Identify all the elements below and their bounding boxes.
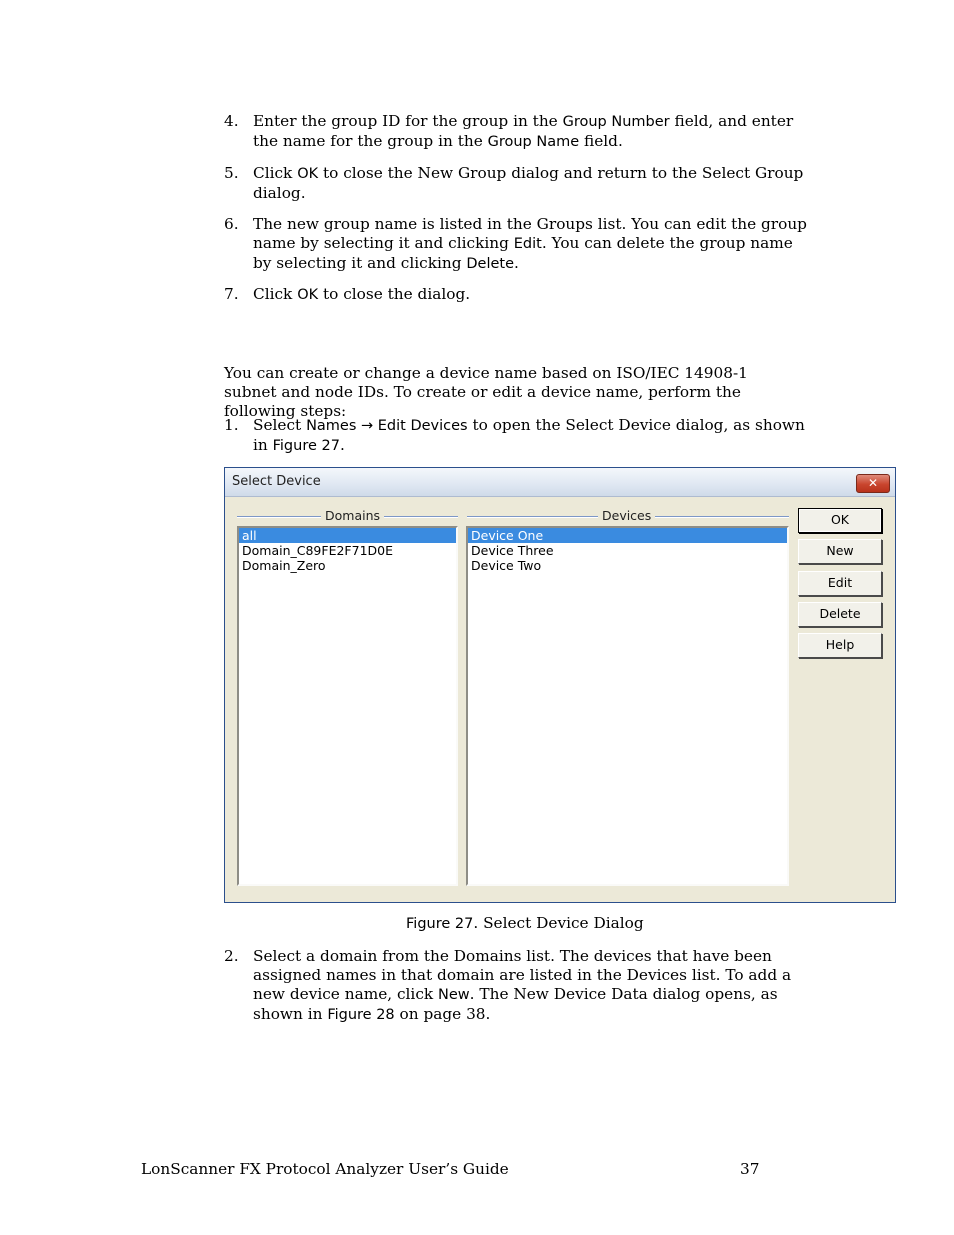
help-button[interactable]: Help (798, 633, 882, 658)
ui-term: Edit (513, 236, 542, 252)
close-icon[interactable]: ✕ (856, 474, 890, 493)
devices-header-label: Devices (598, 508, 655, 523)
dialog-body (225, 497, 895, 902)
list-item[interactable]: Device Three (471, 543, 554, 558)
domains-header (237, 509, 458, 523)
list-item[interactable]: Device One (468, 528, 787, 543)
footer-title: LonScanner FX Protocol Analyzer User’s Guide (141, 1160, 509, 1178)
step-text: Click OK to close the New Group dialog and return to the Select Group dialog. (253, 164, 804, 202)
ui-term: Group Number (562, 114, 670, 130)
devices-list[interactable] (466, 526, 789, 886)
step-text: Select a domain from the Domains list. The devices that have been assigned names in that domain are listed in the Devices list. To add a new device name, click New. The New Device Data dialog opens, as shown in Figure 28 on page 38. (253, 947, 792, 1023)
step-number: 1. (224, 416, 239, 434)
step-text: Click OK to close the dialog. (253, 285, 471, 303)
dialog-titlebar (225, 468, 895, 497)
step-number: 5. (224, 164, 239, 182)
dialog-title: Select Device (232, 474, 321, 489)
ui-term: Delete (466, 256, 515, 272)
step-text: Select Names → Edit Devices to open the Select Device dialog, as shown in Figure 27. (253, 416, 805, 454)
ui-term: OK (297, 166, 319, 182)
ui-term: New (438, 987, 470, 1003)
edit-button[interactable]: Edit (798, 571, 882, 596)
figure-ref[interactable]: Figure 28 (327, 1007, 395, 1023)
ui-term: Group Name (487, 134, 580, 150)
domains-list[interactable] (237, 526, 458, 886)
devices-header (467, 509, 789, 523)
figure-ref[interactable]: Figure 27 (272, 438, 340, 454)
ok-button[interactable]: OK (798, 508, 882, 533)
step-number: 2. (224, 947, 239, 965)
list-item[interactable]: all (239, 528, 456, 543)
step-number: 7. (224, 285, 239, 303)
step-number: 6. (224, 215, 239, 233)
step-text: The new group name is listed in the Groups list. You can edit the group name by selecting it and clicking Edit. You can delete the group name by selecting it and clicking Delete. (253, 215, 807, 272)
ui-term: OK (297, 287, 319, 303)
list-item[interactable]: Domain_Zero (242, 558, 326, 573)
select-device-dialog (224, 467, 896, 903)
page-number: 37 (740, 1160, 760, 1178)
step-text: Enter the group ID for the group in the Group Number field, and enter the name for the group in the Group Name field. (253, 112, 794, 150)
list-item[interactable]: Domain_C89FE2F71D0E (242, 543, 394, 558)
intro-paragraph: You can create or change a device name based on ISO/IEC 14908-1 subnet and node IDs. To create or edit a device name, perform the following steps: (224, 364, 748, 420)
menu-path: Names → Edit Devices (306, 418, 468, 434)
step-number: 4. (224, 112, 239, 130)
delete-button[interactable]: Delete (798, 602, 882, 627)
domains-header-label: Domains (321, 508, 384, 523)
list-item[interactable]: Device Two (471, 558, 542, 573)
figure-caption: Figure 27. Select Device Dialog (406, 914, 644, 932)
figure-label: Figure 27 (406, 916, 474, 932)
new-button[interactable]: New (798, 539, 882, 564)
